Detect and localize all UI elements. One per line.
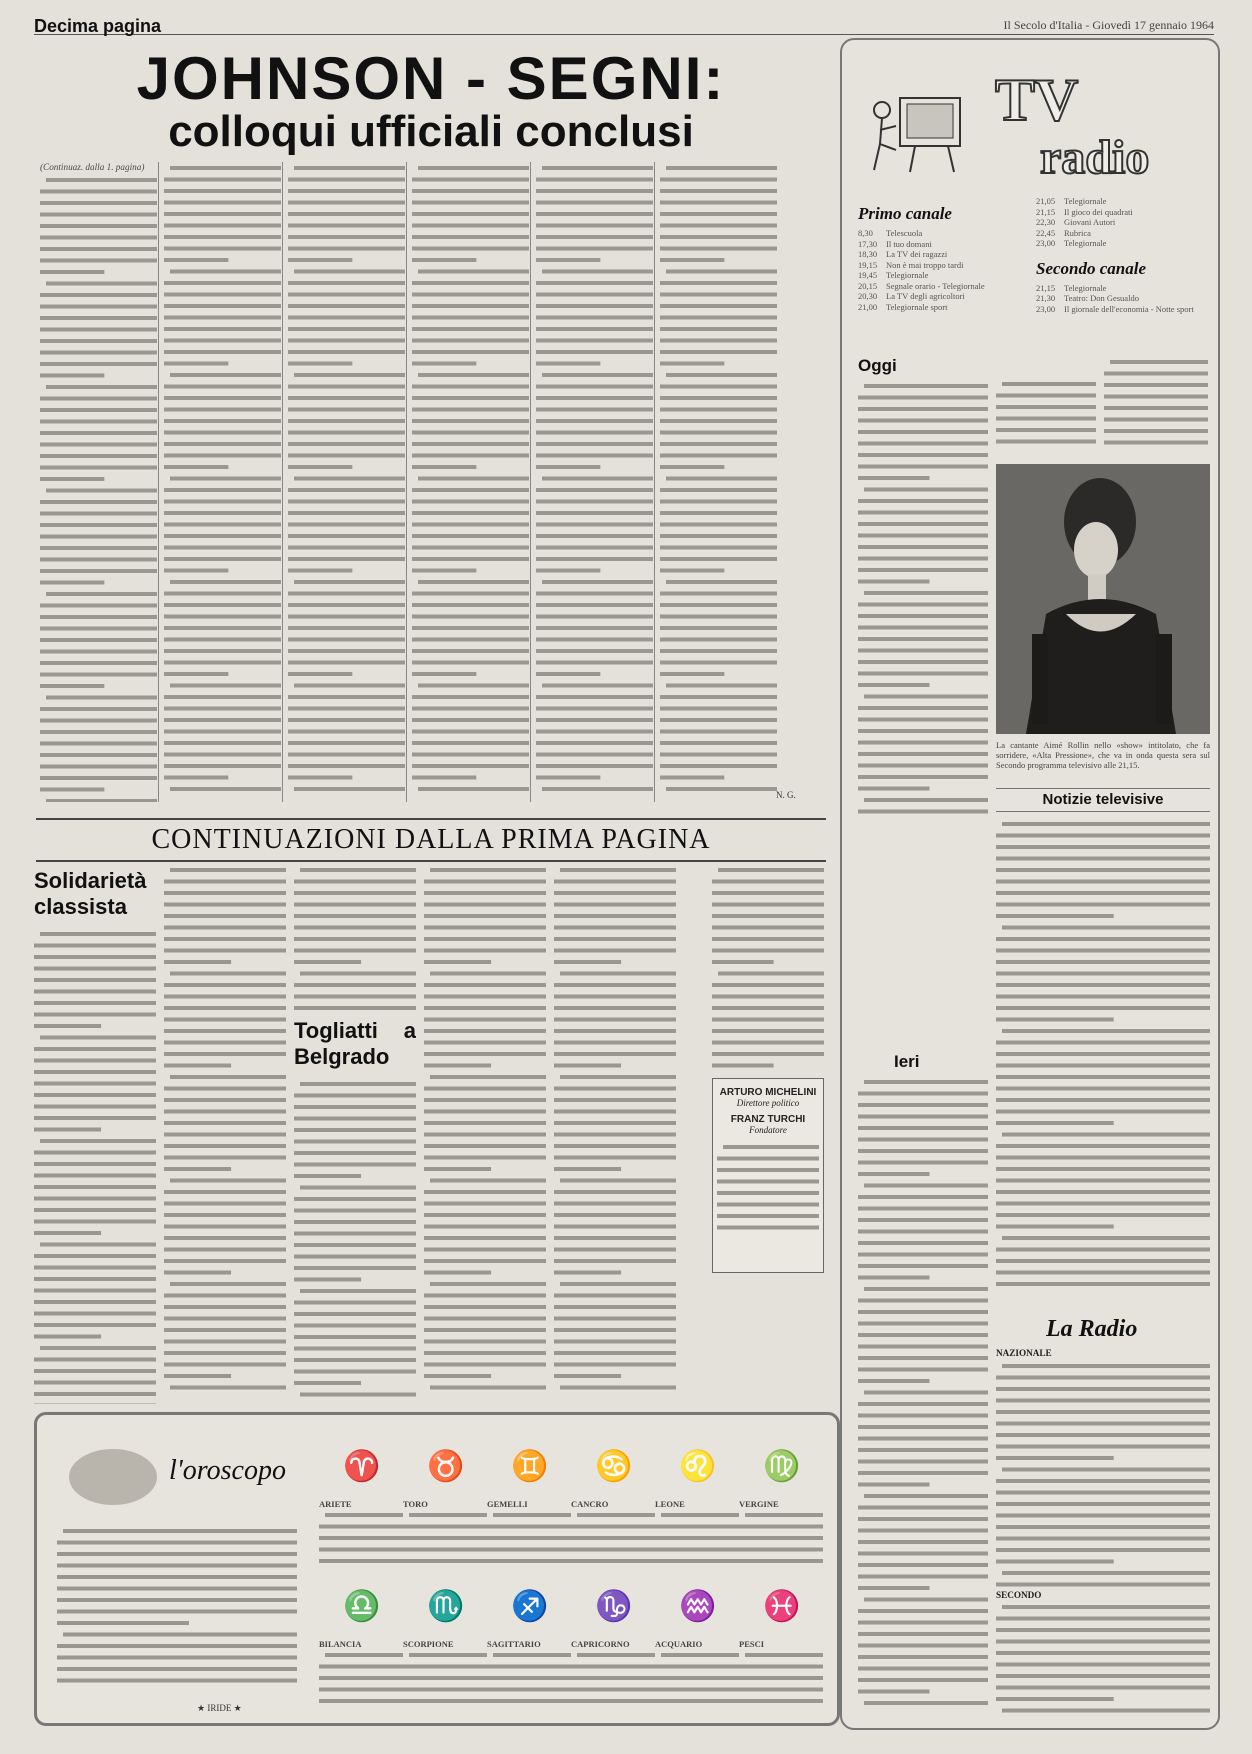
main-headline: JOHNSON - SEGNI: bbox=[136, 45, 726, 112]
notizie-title: Notizie televisive bbox=[1042, 791, 1164, 808]
oggi-column-1 bbox=[858, 380, 988, 820]
zodiac-sign-name: ARIETE bbox=[319, 1499, 352, 1509]
zodiac-capricorno-icon: ♑ bbox=[595, 1590, 633, 1623]
zodiac-sign-name: SAGITTARIO bbox=[487, 1639, 541, 1649]
schedule-row bbox=[1036, 293, 1206, 304]
la-radio-title: La Radio bbox=[1046, 1316, 1138, 1342]
text-lines bbox=[858, 380, 988, 817]
text-lines bbox=[858, 1076, 988, 1709]
schedule-title: Giovani Autori bbox=[1064, 217, 1116, 227]
text-lines bbox=[554, 864, 676, 1393]
text-lines bbox=[1104, 356, 1208, 448]
oggi-section bbox=[858, 356, 988, 376]
text-lines bbox=[319, 1509, 403, 1567]
schedule-time: 22,45 bbox=[1036, 227, 1056, 238]
zodiac-sign-name: CANCRO bbox=[571, 1499, 609, 1509]
text-lines bbox=[571, 1649, 655, 1707]
schedule-row bbox=[1036, 228, 1206, 239]
tv-set-drawing-icon bbox=[860, 80, 970, 180]
notizie-header bbox=[996, 788, 1210, 812]
text-lines bbox=[294, 1078, 416, 1404]
article-column-1 bbox=[40, 162, 157, 802]
text-lines bbox=[319, 1649, 403, 1707]
primo-canale-schedule-continued bbox=[1036, 196, 1206, 314]
zodiac-cancro-icon: ♋ bbox=[595, 1450, 633, 1483]
director-role: Direttore politico bbox=[736, 1098, 800, 1108]
secondo-canale-title: Secondo canale bbox=[1036, 258, 1147, 278]
zodiac-text bbox=[571, 1499, 655, 1569]
schedule-time: 21,15 bbox=[1036, 206, 1056, 217]
schedule-time: 20,30 bbox=[858, 291, 878, 301]
zodiac-scorpione-icon: ♏ bbox=[427, 1590, 465, 1623]
schedule-row bbox=[1036, 238, 1206, 249]
text-lines bbox=[164, 864, 286, 1393]
text-lines bbox=[288, 162, 405, 795]
ieri-column bbox=[858, 1076, 988, 1716]
oggi-title: Oggi bbox=[858, 356, 897, 375]
schedule-row bbox=[858, 270, 1026, 281]
zodiac-acquario-icon: ♒ bbox=[679, 1590, 717, 1623]
schedule-time: 19,15 bbox=[858, 259, 878, 270]
schedule-time: 22,30 bbox=[1036, 217, 1056, 227]
zodiac-bilancia-icon: ♎ bbox=[343, 1590, 381, 1623]
article-column-4 bbox=[412, 162, 529, 802]
zodiac-sign-name: CAPRICORNO bbox=[571, 1639, 630, 1649]
zodiac-text bbox=[739, 1499, 823, 1569]
text-lines bbox=[571, 1509, 655, 1567]
schedule-title: La TV dei ragazzi bbox=[886, 249, 948, 259]
photo-caption: La cantante Aimé Rollin nello «show» intitolato, che fa sorridere, «Alta Pressione», che va in onda questa sera sul Secondo programma televisivo alle 21,15. bbox=[996, 740, 1210, 770]
text-lines bbox=[996, 378, 1096, 447]
schedule-time: 20,15 bbox=[858, 280, 878, 291]
zodiac-vergine-icon: ♍ bbox=[763, 1450, 801, 1483]
schedule-title: Telegiornale bbox=[1064, 238, 1107, 248]
primo-canale-schedule bbox=[858, 204, 1026, 312]
zodiac-text bbox=[319, 1499, 403, 1569]
zodiac-ariete-icon: ♈ bbox=[343, 1450, 381, 1483]
zodiac-toro-icon: ♉ bbox=[427, 1450, 465, 1483]
ieri-title: Ieri bbox=[894, 1052, 920, 1071]
schedule-title: Il giornale dell'economia - Notte sport bbox=[1064, 303, 1194, 314]
schedule-title: Rubrica bbox=[1064, 227, 1091, 238]
text-lines bbox=[294, 864, 416, 1014]
text-lines bbox=[996, 818, 1210, 1290]
schedule-title: Telegiornale sport bbox=[886, 301, 948, 312]
schedule-row bbox=[858, 239, 1026, 250]
text-lines bbox=[487, 1509, 571, 1567]
schedule-row bbox=[858, 281, 1026, 292]
text-lines bbox=[739, 1649, 823, 1707]
tv-logo: TV bbox=[995, 67, 1079, 133]
text-lines bbox=[655, 1649, 739, 1707]
text-lines bbox=[164, 162, 281, 795]
oggi-column-2 bbox=[996, 378, 1096, 458]
singer-photo bbox=[996, 464, 1210, 734]
zodiac-text bbox=[403, 1499, 487, 1569]
zodiac-text bbox=[655, 1499, 739, 1569]
zodiac-sign-name: ACQUARIO bbox=[655, 1639, 703, 1649]
continuation-column-1 bbox=[34, 864, 156, 1404]
continuation-article-title: Togliatti a Belgrado bbox=[294, 1018, 416, 1069]
zodiac-sign-name: PESCI bbox=[739, 1639, 765, 1649]
notizie-column bbox=[996, 818, 1210, 1290]
schedule-row bbox=[858, 291, 1026, 302]
schedule-time: 19,45 bbox=[858, 270, 878, 280]
text-lines bbox=[412, 162, 529, 795]
text-lines bbox=[655, 1509, 739, 1567]
section-name: Decima pagina bbox=[34, 16, 162, 36]
zodiac-text bbox=[403, 1639, 487, 1709]
schedule-time: 18,30 bbox=[858, 249, 878, 259]
text-lines bbox=[996, 1601, 1210, 1718]
schedule-time: 8,30 bbox=[858, 228, 873, 238]
folio: Il Secolo d'Italia - Giovedì 17 gennaio 1964 bbox=[1003, 18, 1214, 32]
schedule-title: Non è mai troppo tardi bbox=[886, 259, 964, 270]
oggi-column-3 bbox=[1104, 356, 1208, 456]
schedule-time: 23,00 bbox=[1036, 238, 1056, 248]
zodiac-sign-name: TORO bbox=[403, 1499, 428, 1509]
schedule-row bbox=[1036, 196, 1206, 207]
article-column-5 bbox=[536, 162, 653, 802]
schedule-row bbox=[1036, 304, 1206, 315]
primo-canale-title: Primo canale bbox=[858, 204, 952, 223]
continuation-column-2 bbox=[164, 864, 286, 1404]
schedule-row bbox=[1036, 217, 1206, 228]
schedule-title: Segnale orario - Telegiornale bbox=[886, 280, 985, 291]
editor-name: FRANZ TURCHI bbox=[730, 1114, 806, 1125]
zodiac-pesci-icon: ♓ bbox=[763, 1590, 801, 1623]
zodiac-sign-name: GEMELLI bbox=[487, 1499, 528, 1509]
schedule-row bbox=[858, 260, 1026, 271]
article-column-3 bbox=[288, 162, 405, 802]
horoscope-footer: ★ IRIDE ★ bbox=[197, 1703, 242, 1713]
zodiac-sign-name: LEONE bbox=[655, 1499, 685, 1509]
page-header bbox=[34, 16, 1214, 35]
horoscope-logo-icon bbox=[69, 1449, 157, 1505]
radio-nazionale-label: NAZIONALE bbox=[996, 1348, 1052, 1358]
zodiac-text bbox=[571, 1639, 655, 1709]
horoscope-title: l'oroscopo bbox=[169, 1455, 286, 1486]
credits-box bbox=[712, 1078, 824, 1273]
schedule-title: Il gioco dei quadrati bbox=[1064, 206, 1133, 217]
article-column-2 bbox=[164, 162, 281, 802]
article-column-6 bbox=[660, 162, 777, 802]
text-lines bbox=[996, 1360, 1210, 1590]
text-lines bbox=[403, 1649, 487, 1707]
schedule-time: 21,15 bbox=[1036, 282, 1056, 293]
zodiac-sign-name: BILANCIA bbox=[319, 1639, 362, 1649]
text-lines bbox=[40, 174, 157, 803]
schedule-title: Il tuo domani bbox=[886, 238, 932, 249]
schedule-time: 23,00 bbox=[1036, 303, 1056, 314]
schedule-title: La TV degli agricoltori bbox=[886, 291, 965, 301]
schedule-row bbox=[858, 249, 1026, 260]
schedule-title: Teatro: Don Gesualdo bbox=[1064, 293, 1139, 303]
schedule-title: Telegiornale bbox=[1064, 196, 1107, 206]
text-lines bbox=[739, 1509, 823, 1567]
text-lines bbox=[424, 864, 546, 1393]
schedule-row bbox=[1036, 207, 1206, 218]
text-lines bbox=[660, 162, 777, 795]
editor-role: Fondatore bbox=[749, 1125, 787, 1135]
continuations-title: CONTINUAZIONI DALLA PRIMA PAGINA bbox=[36, 818, 826, 862]
text-lines bbox=[57, 1525, 297, 1686]
horoscope-intro bbox=[57, 1525, 297, 1695]
zodiac-text bbox=[655, 1639, 739, 1709]
director-name: ARTURO MICHELINI bbox=[719, 1087, 817, 1098]
zodiac-sagittario-icon: ♐ bbox=[511, 1590, 549, 1623]
ieri-section bbox=[894, 1052, 974, 1072]
schedule-time: 21,30 bbox=[1036, 293, 1056, 303]
main-subheadline: colloqui ufficiali conclusi bbox=[168, 107, 694, 156]
schedule-time: 21,00 bbox=[858, 301, 878, 312]
radio-column bbox=[996, 1348, 1210, 1718]
radio-secondo-label: SECONDO bbox=[996, 1589, 1042, 1600]
schedule-title: Telescuola bbox=[886, 228, 923, 238]
article-signature: N. G. bbox=[776, 790, 796, 800]
zodiac-text bbox=[319, 1639, 403, 1709]
schedule-title: Telegiornale bbox=[886, 270, 929, 280]
zodiac-sign-name: VERGINE bbox=[739, 1499, 779, 1509]
schedule-row bbox=[858, 228, 1026, 239]
zodiac-text bbox=[487, 1499, 571, 1569]
schedule-time: 21,05 bbox=[1036, 196, 1056, 206]
zodiac-text bbox=[739, 1639, 823, 1709]
zodiac-leone-icon: ♌ bbox=[679, 1450, 717, 1483]
text-lines bbox=[717, 1141, 819, 1233]
continuation-column-6 bbox=[712, 864, 824, 1072]
text-lines bbox=[403, 1509, 487, 1567]
radio-logo: radio bbox=[1040, 131, 1150, 184]
schedule-time: 17,30 bbox=[858, 238, 878, 249]
horoscope-box bbox=[34, 1412, 840, 1726]
text-lines bbox=[487, 1649, 571, 1707]
text-lines bbox=[712, 864, 824, 1071]
continuation-column-3 bbox=[294, 864, 416, 1404]
text-lines bbox=[34, 928, 156, 1404]
schedule-row bbox=[1036, 283, 1206, 294]
schedule-title: Telegiornale bbox=[1064, 282, 1107, 293]
zodiac-gemelli-icon: ♊ bbox=[511, 1450, 549, 1483]
text-lines bbox=[536, 162, 653, 795]
schedule-row bbox=[858, 302, 1026, 313]
continuation-article-title: Solidarietà classista bbox=[34, 868, 147, 919]
zodiac-text bbox=[487, 1639, 571, 1709]
zodiac-sign-name: SCORPIONE bbox=[403, 1639, 454, 1649]
continuation-column-5 bbox=[554, 864, 676, 1404]
continuation-column-4 bbox=[424, 864, 546, 1404]
article-dateline: (Continuaz. dalla 1. pagina) bbox=[40, 162, 145, 172]
article-column-7 bbox=[784, 162, 830, 802]
